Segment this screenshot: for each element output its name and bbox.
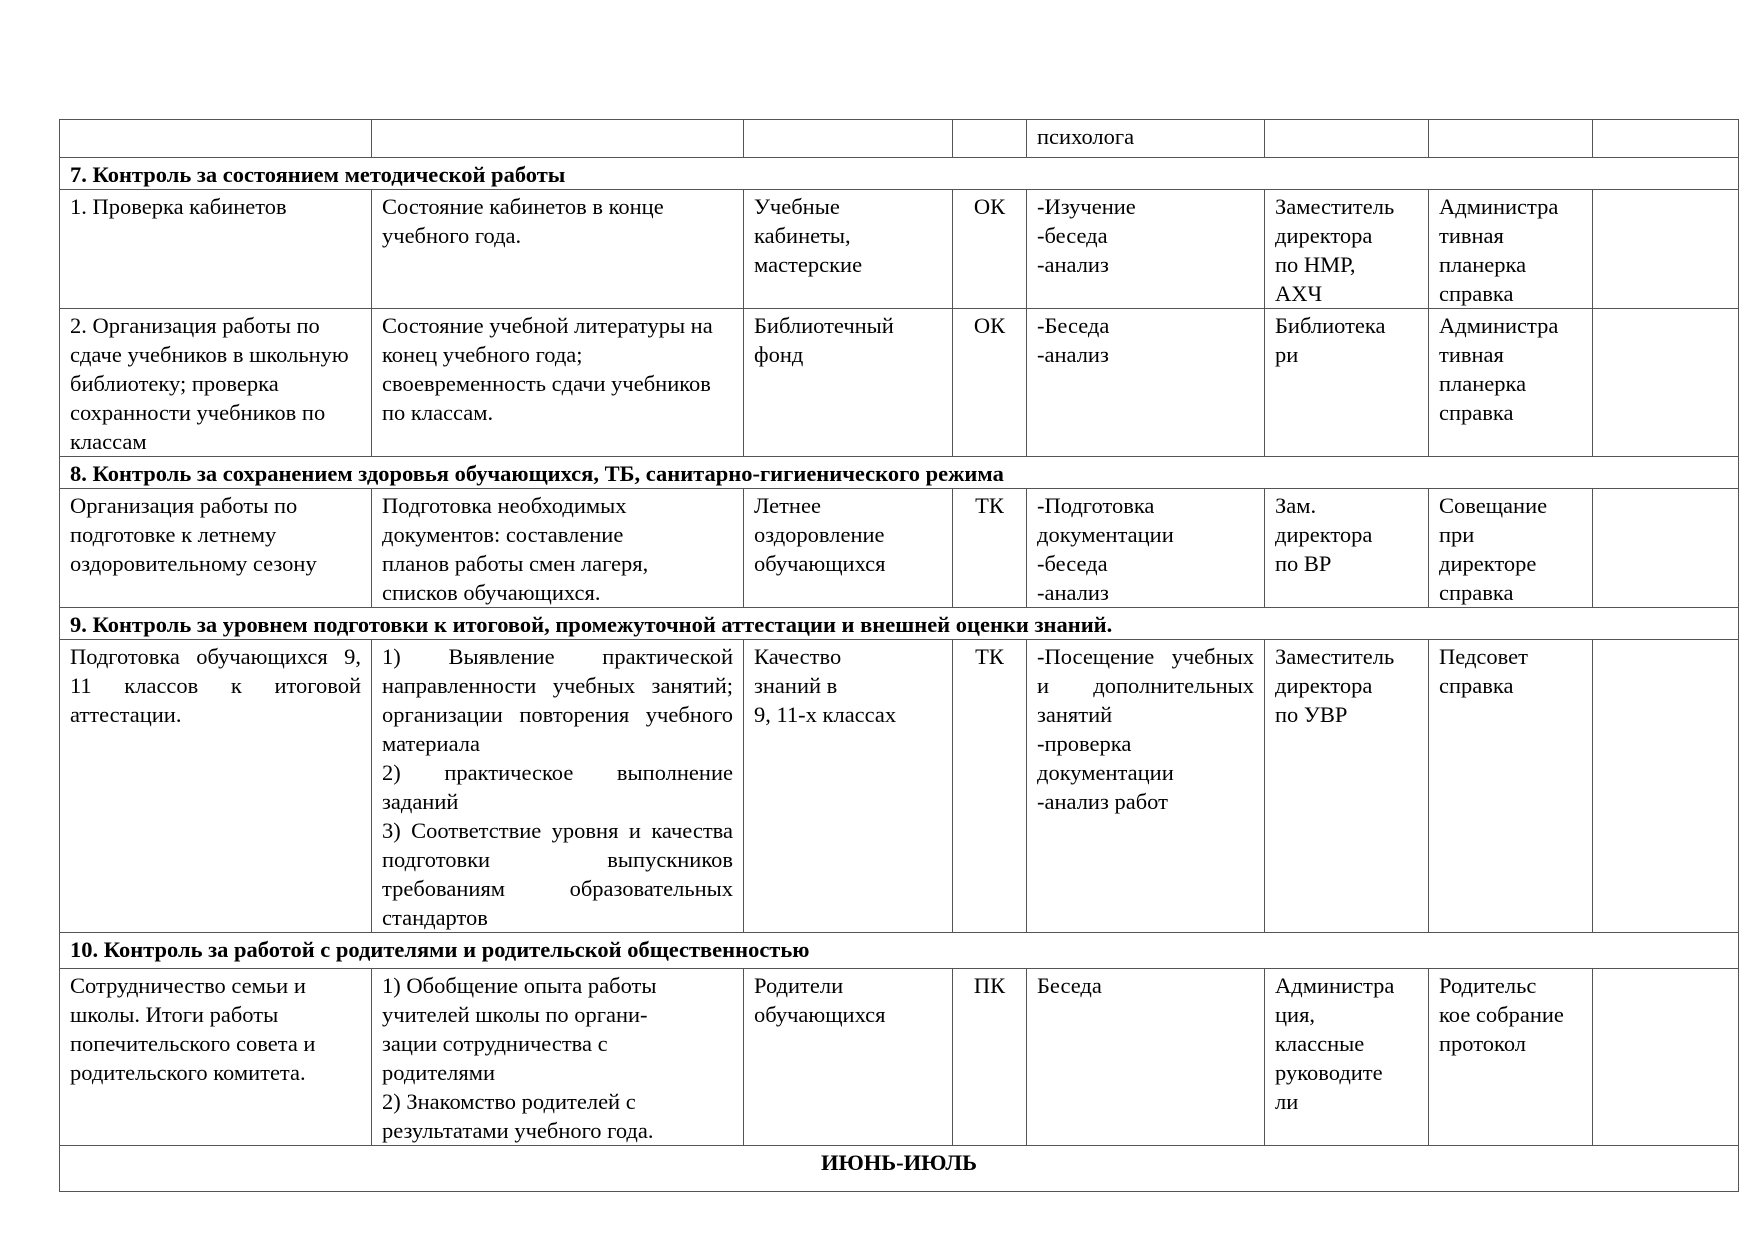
cell-object: 1. Проверка кабинетов: [60, 190, 372, 309]
table-cell: [372, 120, 744, 158]
cell-control-type: ПК: [953, 969, 1027, 1146]
cell-goal: Подготовка необходимых документов: составление планов работы смен лагеря, списков обучающихся.: [372, 489, 744, 608]
cell-subject: Библиотечный фонд: [744, 309, 953, 457]
cell-responsible: Зам. директора по ВР: [1265, 489, 1429, 608]
cell-subject: Качество знаний в 9, 11-х классах: [744, 640, 953, 933]
cell-note: [1593, 489, 1739, 608]
cell-methods: -Беседа -анализ: [1027, 309, 1265, 457]
table-cell: [1265, 120, 1429, 158]
table-cell: [1593, 120, 1739, 158]
section-header-row: [60, 158, 1739, 190]
month-row: [60, 1146, 1739, 1192]
month-heading: ИЮНЬ-ИЮЛЬ: [60, 1146, 1739, 1192]
section-title: 9. Контроль за уровнем подготовки к итоговой, промежуточной аттестации и внешней оценки знаний.: [60, 608, 1739, 640]
cell-object: Подготовка обучающихся 9, 11 классов к итоговой аттестации.: [60, 640, 372, 933]
cell-methods: -Изучение -беседа -анализ: [1027, 190, 1265, 309]
table-row: [60, 190, 1739, 309]
cell-goal: 1) Выявление практической направленности учебных занятий; организации повторения учебного материала 2) практическое выполнение заданий 3) Соответствие уровня и качества подготовки выпускников требованиям образовательных стандартов: [372, 640, 744, 933]
section-title: 10. Контроль за работой с родителями и родительской общественностью: [60, 933, 1739, 969]
section-header-row: [60, 608, 1739, 640]
cell-goal: 1) Обобщение опыта работы учителей школы по органи- зации сотрудничества с родителями 2) Знакомство родителей с результатами учебного года.: [372, 969, 744, 1146]
table-row: [60, 640, 1739, 933]
table-row: [60, 489, 1739, 608]
cell-object: 2. Организация работы по сдаче учебников в школьную библиотеку; проверка сохранности учебников по классам: [60, 309, 372, 457]
cell-goal: Состояние учебной литературы на конец учебного года; своевременность сдачи учебников по классам.: [372, 309, 744, 457]
cell-result: Родительс кое собрание протокол: [1429, 969, 1593, 1146]
cell-methods: Беседа: [1027, 969, 1265, 1146]
table-cell: [744, 120, 953, 158]
cell-methods: -Посещение учебных и дополнительных занятий -проверка документации -анализ работ: [1027, 640, 1265, 933]
cell-control-type: ТК: [953, 489, 1027, 608]
cell-responsible: Заместитель директора по НМР, АХЧ: [1265, 190, 1429, 309]
table-cell: [60, 120, 372, 158]
table-row: [60, 309, 1739, 457]
cell-goal: Состояние кабинетов в конце учебного года.: [372, 190, 744, 309]
cell-methods: -Подготовка документации -беседа -анализ: [1027, 489, 1265, 608]
table-row: [60, 120, 1739, 158]
cell-note: [1593, 309, 1739, 457]
cell-result: Совещание при директоре справка: [1429, 489, 1593, 608]
section-header-row: [60, 933, 1739, 969]
cell-subject: Учебные кабинеты, мастерские: [744, 190, 953, 309]
cell-note: [1593, 190, 1739, 309]
section-title: 8. Контроль за сохранением здоровья обучающихся, ТБ, санитарно-гигиенического режима: [60, 457, 1739, 489]
cell-result: Администра тивная планерка справка: [1429, 190, 1593, 309]
cell-object: Сотрудничество семьи и школы. Итоги работы попечительского совета и родительского комитета.: [60, 969, 372, 1146]
table-cell: психолога: [1027, 120, 1265, 158]
cell-responsible: Заместитель директора по УВР: [1265, 640, 1429, 933]
cell-responsible: Администра ция, классные руководите ли: [1265, 969, 1429, 1146]
cell-control-type: ОК: [953, 190, 1027, 309]
cell-control-type: ОК: [953, 309, 1027, 457]
cell-note: [1593, 640, 1739, 933]
cell-subject: Летнее оздоровление обучающихся: [744, 489, 953, 608]
cell-note: [1593, 969, 1739, 1146]
table-cell: [1429, 120, 1593, 158]
cell-control-type: ТК: [953, 640, 1027, 933]
cell-result: Администра тивная планерка справка: [1429, 309, 1593, 457]
cell-subject: Родители обучающихся: [744, 969, 953, 1146]
table-cell: [953, 120, 1027, 158]
section-title: 7. Контроль за состоянием методической работы: [60, 158, 1739, 190]
cell-result: Педсовет справка: [1429, 640, 1593, 933]
cell-object: Организация работы по подготовке к летнему оздоровительному сезону: [60, 489, 372, 608]
table-row: [60, 969, 1739, 1146]
cell-responsible: Библиотека ри: [1265, 309, 1429, 457]
section-header-row: [60, 457, 1739, 489]
control-plan-table: [59, 119, 1739, 1192]
